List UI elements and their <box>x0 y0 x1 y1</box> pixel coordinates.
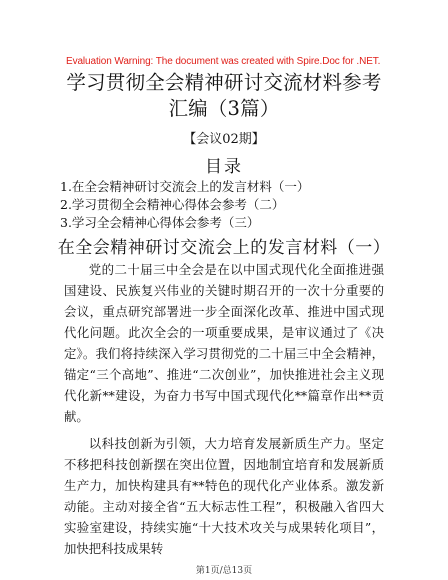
page-number-footer: 第1页/总13页 <box>195 566 253 576</box>
issue-label: 【会议02期】 <box>183 132 265 147</box>
toc-item-1[interactable]: 1.在全会精神研讨交流会上的发言材料（一） <box>60 179 310 194</box>
toc-item-3[interactable]: 3.学习全会精神心得体会参考（三） <box>60 215 260 230</box>
toc-item-2[interactable]: 2.学习贯彻全会精神心得体会参考（二） <box>60 197 285 212</box>
section-heading: 在全会精神研讨交流会上的发言材料（一） <box>57 238 391 258</box>
body-text <box>64 259 384 559</box>
evaluation-warning: Evaluation Warning: The document was created with Spire.Doc for .NET. <box>66 56 381 67</box>
table-of-contents <box>60 178 309 232</box>
paragraph: 以科技创新为引领，大力培育发展新质生产力。坚定不移把科技创新摆在突出位置，因地制宜培育和发展新质生产力，加快构建具有**特色的现代化产业体系。激发新动能。主动对接全省“五大标志性工程”，积极融入省四大实验室建设，持续实施“十大技术攻关与成果转化项目”，加快把科技成果转 <box>64 436 384 556</box>
document-title: 学习贯彻全会精神研讨交流材料参考汇编（3篇） <box>66 71 382 120</box>
toc-heading: 目录 <box>205 157 243 177</box>
paragraph: 党的二十届三中全会是在以中国式现代化全面推进强国建设、民族复兴伟业的关键时期召开的一次十分重要的会议，重点研究部署进一步全面深化改革、推进中国式现代化问题。此次全会的一项重要成果，是审议通过了《决定》。我们将持续深入学习贯彻党的二十届三中全会精神，锚定“三个高地”、推进“二次创业”，加快推进社会主义现代化新**建设，为奋力书写中国式现代化**篇章作出**贡献。 <box>64 262 384 424</box>
